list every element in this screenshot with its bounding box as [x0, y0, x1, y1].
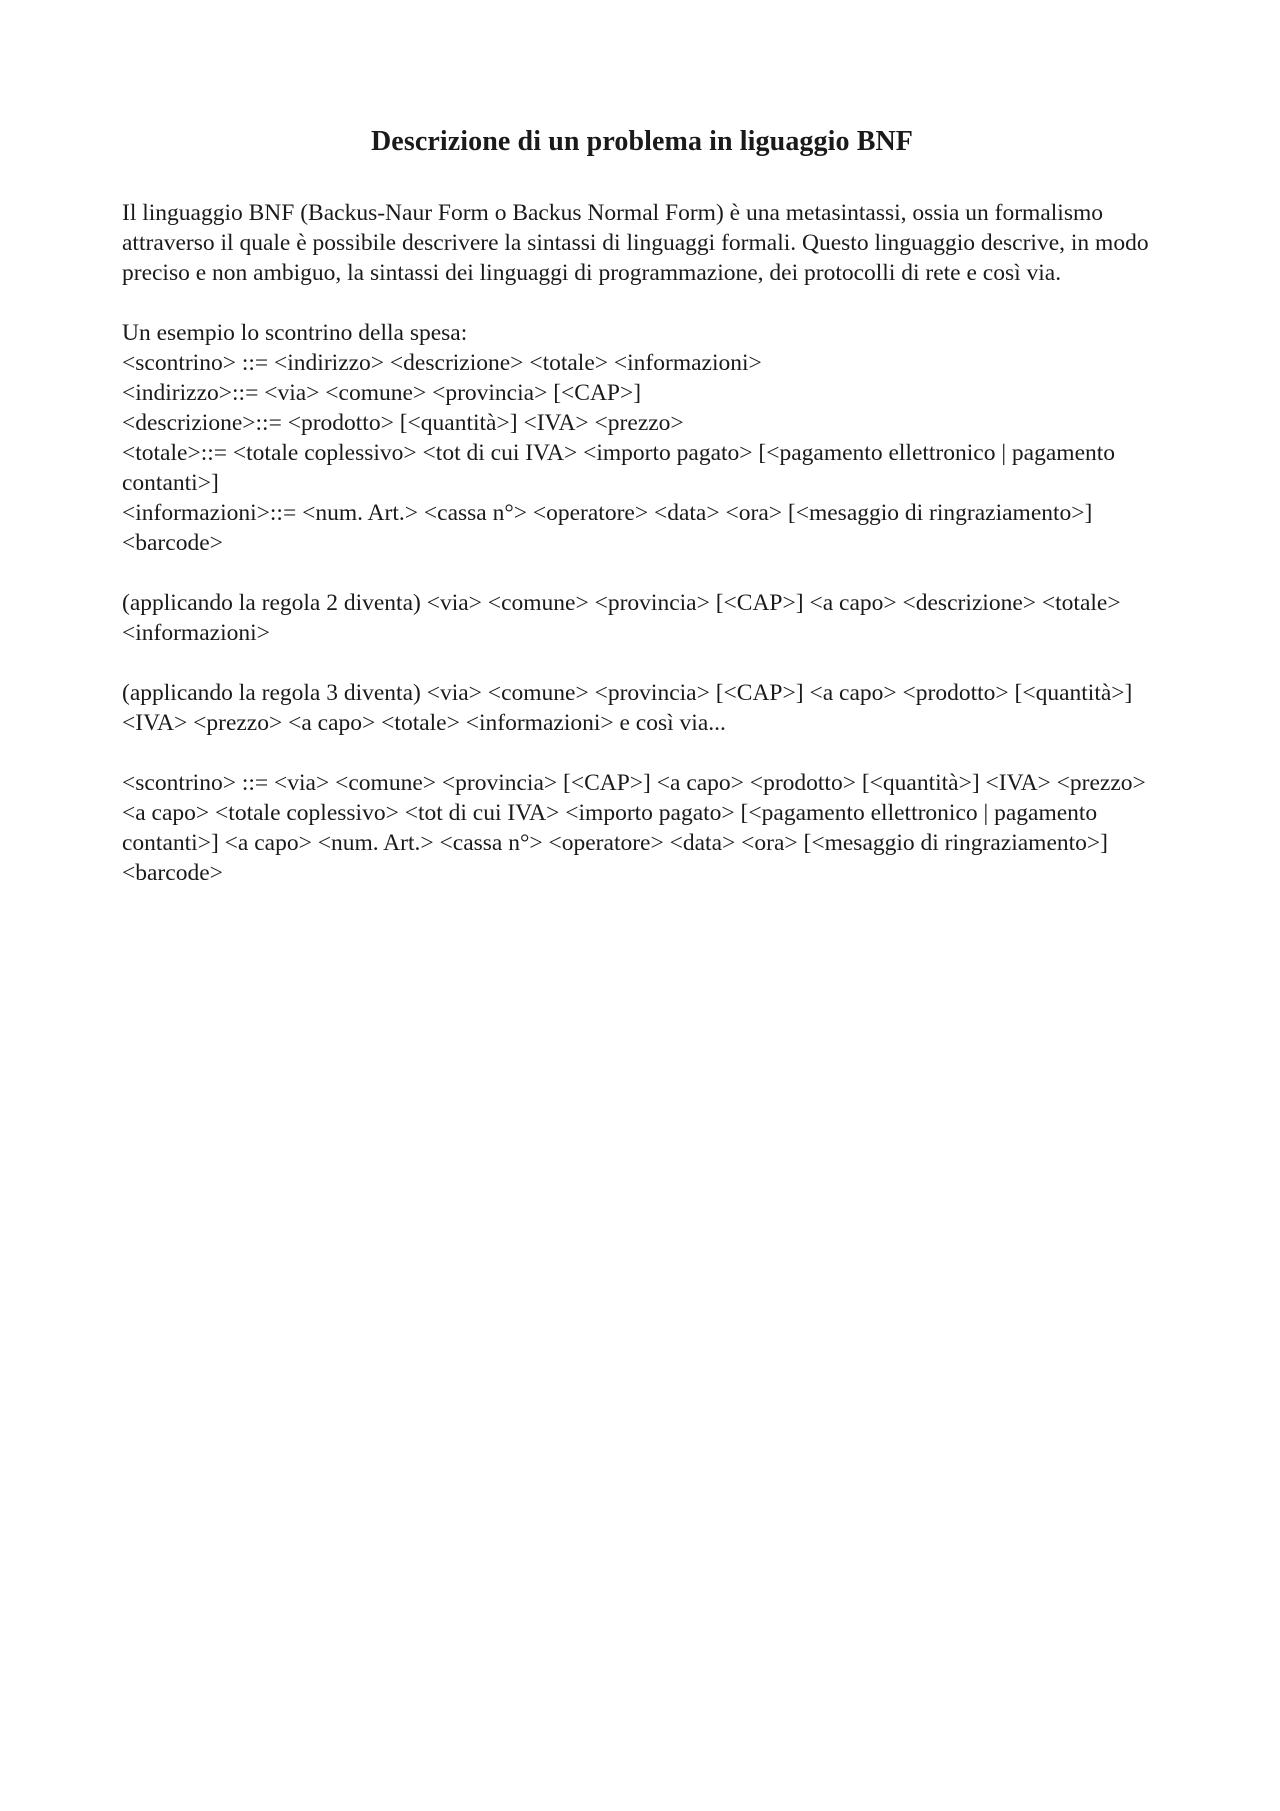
example-heading: Un esempio lo scontrino della spesa:	[122, 320, 468, 346]
bnf-rule-totale: <totale>::= <totale coplessivo> <tot di cui IVA> <importo pagato> [<pagamento ellettronico | pagamento contanti>]	[122, 440, 1116, 496]
derivation-step-2: (applicando la regola 2 diventa) <via> <comune> <provincia> [<CAP>] <a capo> <descrizione> <totale> <informazioni>	[122, 590, 1121, 646]
page-title: Descrizione di un problema in liguaggio BNF	[370, 126, 914, 157]
final-derivation: <scontrino> ::= <via> <comune> <provincia> [<CAP>] <a capo> <prodotto> [<quantità>] <IVA> <prezzo> <a capo> <totale coplessivo> <tot di cui IVA> <importo pagato> [<pagamento ellettronico | pagamento contanti>] <a capo> <num. Art.> <cassa n°> <operatore> <data> <ora> [<mesaggio di ringraziamento>] <barcode>	[122, 770, 1146, 886]
bnf-rule-scontrino: <scontrino> ::= <indirizzo> <descrizione> <totale> <informazioni>	[122, 350, 762, 376]
bnf-rule-indirizzo: <indirizzo>::= <via> <comune> <provincia> [<CAP>]	[122, 380, 642, 406]
bnf-rule-descrizione: <descrizione>::= <prodotto> [<quantità>] <IVA> <prezzo>	[122, 410, 684, 436]
example-block	[122, 318, 1162, 558]
derivation-step-3: (applicando la regola 3 diventa) <via> <comune> <provincia> [<CAP>] <a capo> <prodotto> [<quantità>] <IVA> <prezzo> <a capo> <totale> <informazioni> e così via...	[122, 680, 1133, 736]
document-body	[122, 122, 1162, 888]
intro-paragraph: Il linguaggio BNF (Backus-Naur Form o Backus Normal Form) è una metasintassi, ossia un formalismo attraverso il quale è possibile descrivere la sintassi di linguaggi formali. Questo linguaggio descrive, in modo preciso e non ambiguo, la sintassi dei linguaggi di programmazione, dei protocolli di rete e così via.	[122, 200, 1149, 286]
bnf-rule-informazioni: <informazioni>::= <num. Art.> <cassa n°> <operatore> <data> <ora> [<mesaggio di ringraziamento>] <barcode>	[122, 500, 1093, 556]
